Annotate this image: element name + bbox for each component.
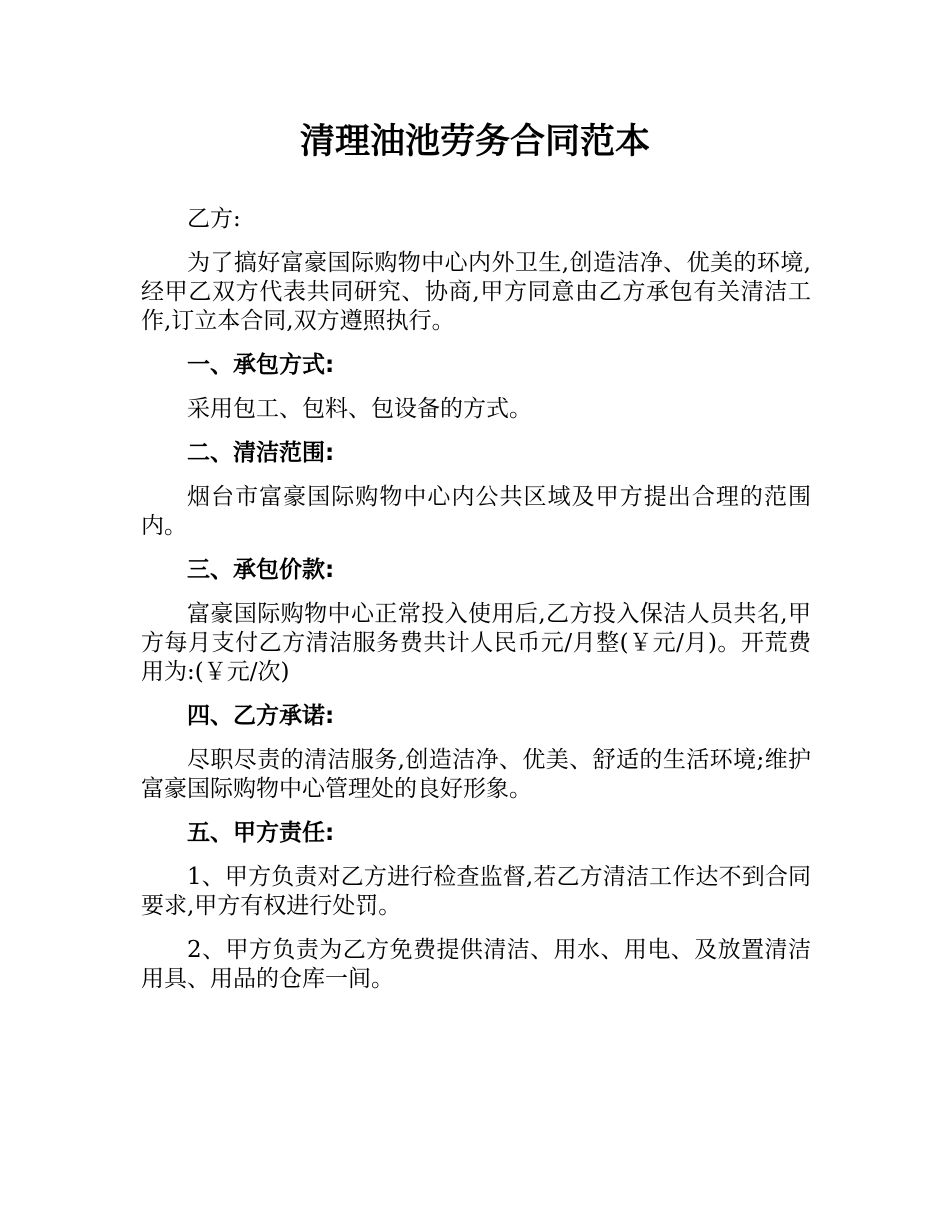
document-title: 清理油池劳务合同范本	[299, 122, 650, 162]
section-paragraph-contract-method: 采用包工、包料、包设备的方式。	[187, 396, 532, 422]
document-body	[141, 205, 811, 1009]
section-paragraph-party-a-duty-2: 2、甲方负责为乙方免费提供清洁、用水、用电、及放置清洁用具、用品的仓库一间。	[141, 937, 811, 992]
section-paragraph-cleaning-scope: 烟台市富豪国际购物中心内公共区域及甲方提出合理的范围内。	[141, 484, 811, 539]
section-paragraph-contract-price: 富豪国际购物中心正常投入使用后,乙方投入保洁人员共名,甲方每月支付乙方清洁服务费共计人民币元/月整(￥元/月)。开荒费用为:(￥元/次)	[141, 601, 811, 685]
section-heading-cleaning-scope: 二、清洁范围:	[187, 440, 335, 466]
intro-paragraph: 为了搞好富豪国际购物中心内外卫生,创造洁净、优美的环境,经甲乙双方代表共同研究、协商,甲方同意由乙方承包有关清洁工作,订立本合同,双方遵照执行。	[141, 250, 811, 334]
section-heading-contract-price: 三、承包价款:	[187, 557, 335, 583]
section-heading-contract-method: 一、承包方式:	[187, 352, 335, 378]
section-paragraph-party-b-commitment: 尽职尽责的清洁服务,创造洁净、优美、舒适的生活环境;维护富豪国际购物中心管理处的良好形象。	[141, 747, 811, 802]
section-heading-party-b-commitment: 四、乙方承诺:	[187, 703, 335, 729]
section-heading-party-a-duties: 五、甲方责任:	[187, 820, 335, 846]
section-paragraph-party-a-duty-1: 1、甲方负责对乙方进行检查监督,若乙方清洁工作达不到合同要求,甲方有权进行处罚。	[141, 864, 811, 919]
party-b-label: 乙方:	[187, 206, 241, 232]
